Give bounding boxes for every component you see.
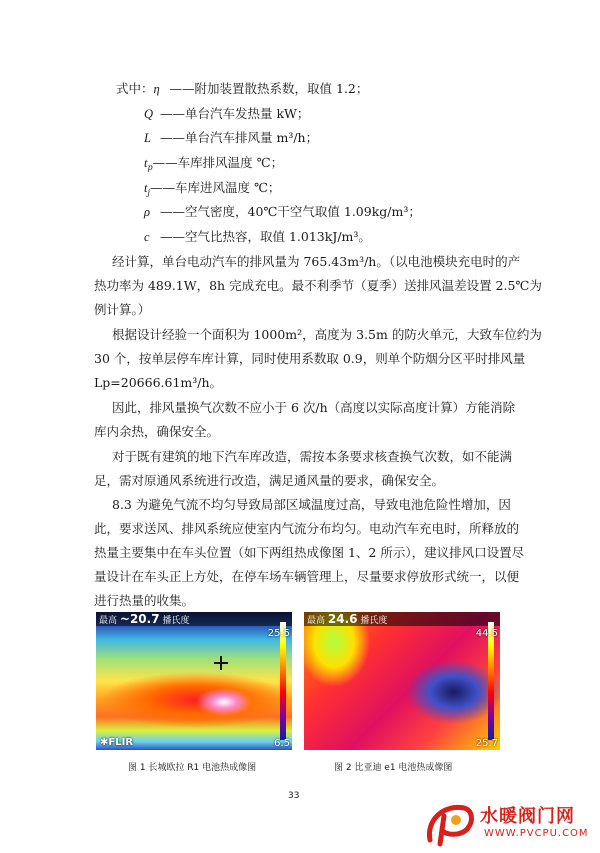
def-3-subscript: p — [147, 163, 153, 172]
p2-line-3: Lp=20666.61m³/h。 — [94, 375, 223, 390]
p2-line-2: 30 个，按单层停车库计算，同时使用系数取 0.9，则单个防烟分区平时排风量 — [94, 351, 526, 366]
thermal-1-mode: 播氏度 — [162, 616, 190, 626]
p1-line-1: 经计算，单台电动汽车的排风量为 765.43m³/h。（以电池模块充电时的产 — [112, 254, 521, 269]
def-6-symbol: c — [144, 230, 150, 244]
thermal-image-2 — [304, 612, 500, 750]
def-3-text: ——车库排风温度 ℃； — [152, 155, 284, 170]
p3-line-2: 库内余热，确保安全。 — [94, 424, 220, 439]
p5-line-4: 量设计在车头正上方处，在停车场车辆管理上，尽量要求停放形式统一，以便 — [94, 569, 520, 584]
p4-line-2: 足，需对原通风系统进行改造，满足通风量的要求，确保安全。 — [94, 473, 445, 488]
thermal-1-min: 6.5 — [274, 738, 290, 749]
flir-brand-text: FLIR — [108, 737, 134, 748]
watermark-name: 水暖阀门网 — [480, 806, 575, 827]
thermal-2-max: 44.5 — [475, 628, 498, 639]
thermal-1-top-label: 最高 — [99, 616, 118, 626]
p5-line-5: 进行热量的收集。 — [94, 593, 195, 608]
def-2-symbol: L — [144, 131, 151, 145]
figure-1-caption: 图 1 长城欧拉 R1 电池热成像图 — [128, 763, 257, 773]
p1-line-3: 例计算。） — [94, 302, 151, 317]
p4-line-1: 对于既有建筑的地下汽车库改造，需按本条要求核查换气次数，如不能满 — [112, 449, 513, 464]
def-4-symbol: t — [144, 181, 148, 195]
p5-line-1: 8.3 为避免气流不均匀导致局部区域温度过高，导致电池危险性增加，因 — [112, 497, 511, 512]
figure-2-caption: 图 2 比亚迪 e1 电池热成像图 — [334, 763, 453, 773]
def-3-symbol: t — [144, 156, 148, 170]
watermark-url: WWW.PVCPU.COM — [484, 828, 589, 839]
thermal-2-header — [304, 612, 500, 626]
thermal-image-1 — [96, 612, 292, 750]
def-1-text: ——单台汽车发热量 kW； — [160, 106, 310, 121]
p2-line-1: 根据设计经验一个面积为 1000m²，高度为 3.5m 的防火单元，大致车位约为 — [112, 327, 542, 342]
p1-line-2: 热功率为 489.1W，8h 完成充电。最不利季节（夏季）送排风温差设置 2.5℃为 — [94, 278, 542, 293]
thermal-1-scale-bar — [280, 622, 286, 740]
def-row-5 — [144, 204, 421, 220]
valve-logo-icon — [424, 800, 478, 849]
thermal-2-min: 25.7 — [475, 738, 498, 749]
def-4-text: ——车库进风温度 ℃； — [149, 180, 281, 195]
def-5-text: ——空气密度，40℃干空气取值 1.09kg/m³； — [160, 204, 421, 219]
def-row-4 — [144, 180, 280, 201]
def-row-6 — [144, 229, 371, 245]
def-6-text: ——空气比热容，取值 1.013kJ/m³。 — [160, 229, 371, 244]
thermal-2-top-label: 最高 — [307, 616, 326, 626]
p5-line-2: 此，要求送风、排风系统应使室内气流分布均匀。电动汽车充电时，所释放的 — [94, 521, 520, 536]
definitions-intro — [116, 81, 368, 97]
thermal-2-scale-bar — [488, 622, 494, 740]
def-row-3 — [144, 155, 283, 176]
p5-line-3: 热量主要集中在车头位置（如下两组热成像图 1、2 所示），建议排风口设置尽 — [94, 545, 525, 560]
def-5-symbol: ρ — [144, 205, 150, 219]
page-number: 33 — [288, 791, 300, 801]
def-2-text: ——单台汽车排风量 m³/h； — [160, 130, 319, 145]
thermal-1-header — [96, 612, 292, 626]
thermal-2-reading: 24.6 — [327, 612, 358, 626]
p3-line-1: 因此，排风量换气次数不应小于 6 次/h（高度以实际高度计算）方能消除 — [112, 400, 516, 415]
def-0-text: ——附加装置散热系数，取值 1.2； — [169, 81, 369, 96]
thermal-1-max: 25.5 — [267, 628, 290, 639]
def-row-2 — [144, 130, 318, 146]
flir-logo: ✱FLIR — [100, 737, 134, 748]
intro-label: 式中： — [116, 81, 154, 96]
thermal-1-reading: ~20.7 — [119, 612, 160, 626]
def-row-1 — [144, 106, 309, 122]
def-0-symbol: η — [153, 82, 160, 96]
thermal-2-mode: 播氏度 — [360, 616, 388, 626]
def-4-subscript: j — [147, 188, 150, 197]
watermark-logo — [424, 800, 600, 849]
def-1-symbol: Q — [144, 107, 154, 121]
crosshair-icon — [214, 656, 228, 670]
